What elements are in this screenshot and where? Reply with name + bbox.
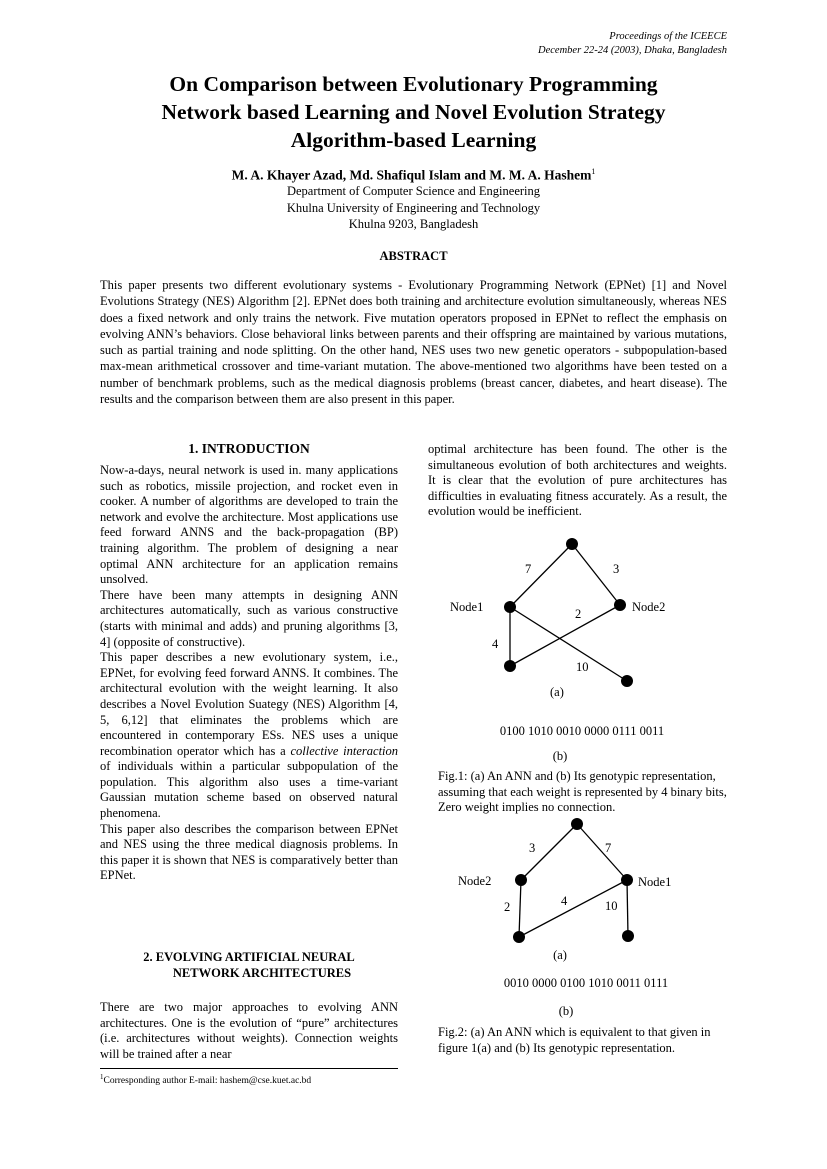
fig1-weight-2: 2 xyxy=(575,607,582,621)
section-2-heading-line-1: 2. EVOLVING ARTIFICIAL NEURAL xyxy=(143,950,355,964)
fig1-weight-3: 3 xyxy=(613,562,620,576)
footnote xyxy=(100,1073,311,1086)
running-header xyxy=(538,30,727,58)
fig2-node2-label: Node2 xyxy=(458,874,492,888)
title-line-2: Network based Learning and Novel Evolution Strategy xyxy=(161,100,666,124)
fig2-genotype: 0010 0000 0100 1010 0011 0111 xyxy=(503,976,669,990)
fig1-node-top xyxy=(566,538,578,550)
right-column-paragraph-1: optimal architecture has been found. The other is the simultaneous evolution of both architectures and weights. It is clear that the evolution of pure architectures has difficulties in evaluating fitness accurately. As a result, the evolution would be inefficient. xyxy=(428,442,727,519)
intro-paragraph-3 xyxy=(100,650,398,822)
fig1-subcaption-a: (a) xyxy=(550,685,564,699)
fig1-node-2 xyxy=(614,599,626,611)
intro-paragraph-4: This paper also describes the comparison between EPNet and NES using the three medical diagnosis problems. In this paper it is shown that NES is comparatively better than EPNet. xyxy=(100,821,398,883)
footnote-divider xyxy=(100,1068,398,1069)
figure-2-network xyxy=(428,812,728,964)
fig2-node-bottom-left xyxy=(513,931,525,943)
title-line-1: On Comparison between Evolutionary Programming xyxy=(169,72,658,96)
fig2-node1-label: Node1 xyxy=(638,875,672,889)
abstract-text: This paper presents two different evolutionary systems - Evolutionary Programming Network (EPNet) [1] and Novel Evolutions Strategy (NES) Algorithm [2]. EPNet does both training and architecture evolution simultaneously, whereas NES does a fixed network and only trains the network. Five mutation operators proposed in EPNet to reflect the emphasis on evolving ANN’s behaviors. Close behavioral links between parents and their offspring are maintained by various mutations, such as partial training and node splitting. On the other hand, NES uses two new genetic operators - subpopulation-based max-mean arithmetical crossover and time-variant mutation. The above-mentioned two algorithms have been tested on a number of benchmark problems, such as the medical diagnosis problems (breast cancer, diabetes, and heart disease). The results and the comparison between them are also present in this paper. xyxy=(100,278,727,407)
header-proceedings: Proceedings of the ICEECE xyxy=(609,31,727,42)
fig2-node-1 xyxy=(621,874,633,886)
fig2-edge-top-node1 xyxy=(577,824,627,880)
fig1-edge-node2-bottomleft xyxy=(510,605,620,666)
intro-p3-text: This paper describes a new evolutionary system, i.e., EPNet, for evolving feed forward ANNS. It combines. The architectural evolution with the weight learning. It also describes a Novel Evolution Suategy (NES) Algorithm [4, 5, 6,12] that eliminates the problems which are encountered in contemporary ESs. NES uses a unique recombination operator which has a xyxy=(100,650,398,758)
intro-p3-emphasis: collective interaction xyxy=(290,743,399,758)
affiliation-university: Khulna University of Engineering and Technology xyxy=(286,200,541,215)
intro-paragraph-2: There have been many attempts in designing ANN architectures automatically, such as various constructive (starts with minimal and adds) and pruning algorithms [3, 4] (opposite of constructive). xyxy=(100,587,398,649)
right-column-text xyxy=(428,442,727,520)
fig1-edge-top-node1 xyxy=(510,544,572,607)
fig1-node-bottom-left xyxy=(504,660,516,672)
author-list xyxy=(60,167,767,184)
affiliation-city: Khulna 9203, Bangladesh xyxy=(348,217,479,231)
figure-1-caption: Fig.1: (a) An ANN and (b) Its genotypic representation, assuming that each weight is represented by 4 binary bits, Zero weight implies no connection. xyxy=(438,769,727,815)
fig1-weight-4: 4 xyxy=(492,637,499,651)
fig2-weight-4: 4 xyxy=(561,894,568,908)
section-2-heading xyxy=(100,949,398,981)
section-2-paragraph-1: There are two major approaches to evolving ANN architectures. One is the evolution of “pure” architectures (i.e. architectures without weights). Connection weights will be trained after a near xyxy=(100,1000,398,1061)
fig1-edge-node1-bottomright xyxy=(510,607,627,681)
abstract-heading: ABSTRACT xyxy=(379,249,448,263)
fig2-weight-2: 2 xyxy=(504,900,511,914)
fig2-edge-node2-bottomleft xyxy=(519,880,521,937)
intro-paragraph-1: Now-a-days, neural network is used in. many applications such as robotics, missile projection, and rocket even in cooker. A number of algorithms are developed to train the network and evolve the architecture. Most applications use feed forward ANNS and the back-propagation (BP) training algorithm. The problem of designing a near optimal ANN architecture for an application remains unsolved. xyxy=(100,463,398,587)
fig2-weight-10: 10 xyxy=(605,899,618,913)
affiliation xyxy=(60,183,767,233)
fig1-node2-label: Node2 xyxy=(632,600,666,614)
author-footnote-mark: 1 xyxy=(591,167,596,176)
fig2-node-2 xyxy=(515,874,527,886)
fig2-subcaption-a: (a) xyxy=(553,948,567,962)
figure-2-caption: Fig.2: (a) An ANN which is equivalent to that given in figure 1(a) and (b) Its genotypic representation. xyxy=(438,1025,711,1055)
fig2-weight-7: 7 xyxy=(605,841,612,855)
paper-title xyxy=(60,70,767,154)
author-names: M. A. Khayer Azad, Md. Shafiqul Islam and M. M. A. Hashem xyxy=(231,167,592,183)
figure-1-network xyxy=(428,530,728,705)
footnote-mark: 1 xyxy=(100,1073,104,1081)
fig1-subcaption-b: (b) xyxy=(552,749,568,763)
fig1-weight-10: 10 xyxy=(576,660,589,674)
fig1-weight-7: 7 xyxy=(525,562,532,576)
fig2-edge-node1-bottomright xyxy=(627,880,628,936)
footnote-text: Corresponding author E-mail: hashem@cse.kuet.ac.bd xyxy=(103,1076,312,1087)
fig1-node-1 xyxy=(504,601,516,613)
fig1-node-bottom-right xyxy=(621,675,633,687)
fig2-weight-3: 3 xyxy=(529,841,536,855)
section-1-heading: 1. INTRODUCTION xyxy=(188,441,310,456)
intro-p3-tail: of individuals within a particular subpopulation of the population. This algorithm also uses a time-variant Gaussian mutation scheme based on observed natural phenomena. xyxy=(100,759,398,821)
affiliation-department: Department of Computer Science and Engineering xyxy=(286,184,541,198)
fig1-genotype: 0100 1010 0010 0000 0111 0011 xyxy=(499,724,665,738)
fig2-subcaption-b: (b) xyxy=(558,1004,574,1018)
section-2-body xyxy=(100,1000,398,1062)
fig2-node-bottom-right xyxy=(622,930,634,942)
title-line-3: Algorithm-based Learning xyxy=(290,128,537,152)
section-2-heading-line-2: NETWORK ARCHITECTURES xyxy=(172,966,352,980)
header-date: December 22-24 (2003), Dhaka, Bangladesh xyxy=(538,45,727,56)
fig2-node-top xyxy=(571,818,583,830)
fig1-node1-label: Node1 xyxy=(450,600,484,614)
left-column xyxy=(100,463,398,884)
